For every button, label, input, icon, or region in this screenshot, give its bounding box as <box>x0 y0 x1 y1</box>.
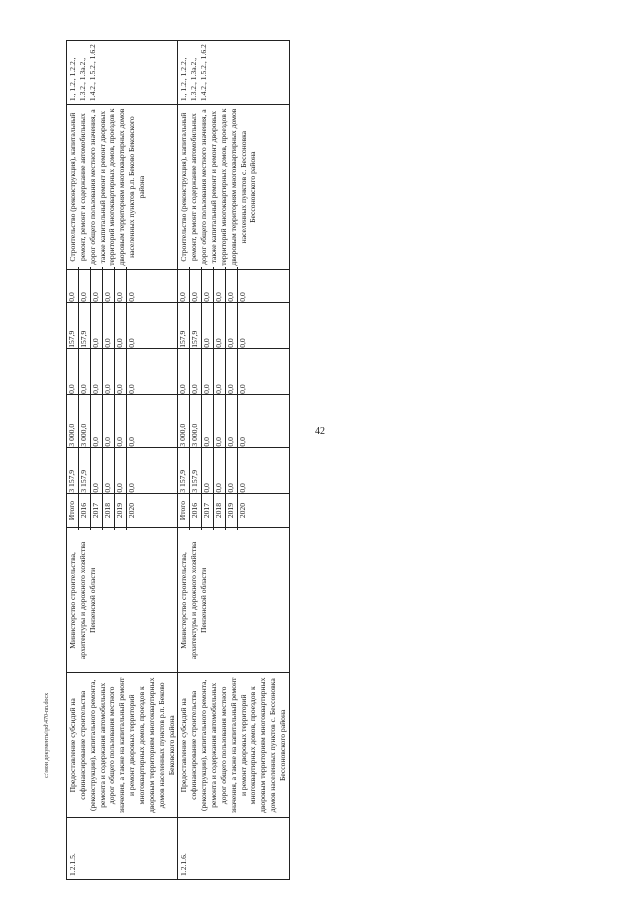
indicators: 1., 1.2., 1.2.2., 1.3.2., 1.3а.2., 1.4.2., 1.5.2., 1.6.2 <box>178 41 289 105</box>
year-cell-value: 2020 <box>238 502 248 519</box>
local-cell <box>67 302 178 348</box>
rotated-table-wrapper <box>66 40 596 880</box>
other-cell-value: 0,0 <box>103 267 115 305</box>
year-cell <box>67 493 178 528</box>
year-cell-value: 2019 <box>115 491 127 531</box>
federal-cell-value: 0,0 <box>202 392 214 450</box>
local-cell-value: 0,0 <box>238 338 248 348</box>
other-cell-value: 0,0 <box>238 292 248 302</box>
local-cell-value: 0,0 <box>214 300 226 351</box>
other-cell-value: 0,0 <box>190 267 202 305</box>
federal-cell-value: 3 000,0 <box>67 392 79 450</box>
local-cell-value: 157,9 <box>79 300 91 351</box>
activity-description: Предоставление субсидий на софинансирование строительства (реконструкции), капитального ремонта, ремонта и содержания автомобильных дорог общего пользования местного значения, а также на капитальный ремонт и ремонт дворовых территорий многоквартирных домов, проездов к дворовым территориям многоквартирных домов населенных пунктов р.п. Беково Бековского района <box>67 673 178 818</box>
executor: Министерство строительства, архитектуры и дорожного хозяйства Пензенской области <box>67 528 178 673</box>
regional-cell-value: 0,0 <box>127 384 136 394</box>
federal-cell-value: 0,0 <box>238 437 248 447</box>
total-cell-value: 3 157,9 <box>79 445 91 496</box>
federal-cell-value: 3 000,0 <box>178 392 190 450</box>
total-cell-value: 0,0 <box>202 445 214 496</box>
other-cell <box>67 270 178 303</box>
other-cell <box>178 270 289 303</box>
local-cell-value: 0,0 <box>127 338 136 348</box>
total-cell-value: 0,0 <box>238 483 248 493</box>
total-cell <box>178 447 289 493</box>
indicators: 1., 1.2., 1.2.2., 1.3.2., 1.3а.2., 1.4.2., 1.5.2., 1.6.2 <box>67 41 178 105</box>
federal-cell <box>178 394 289 447</box>
other-cell-value: 0,0 <box>202 267 214 305</box>
regional-cell-value: 0,0 <box>67 346 79 397</box>
federal-cell-value: 0,0 <box>214 392 226 450</box>
other-cell-value: 0,0 <box>127 292 136 302</box>
total-cell-value: 3 157,9 <box>178 445 190 496</box>
year-cell-value: 2017 <box>202 491 214 531</box>
total-cell-value: 0,0 <box>91 445 103 496</box>
other-cell-value: 0,0 <box>178 267 190 305</box>
year-cell-value: 2020 <box>127 502 136 519</box>
total-cell-value: 0,0 <box>214 445 226 496</box>
regional-cell <box>67 348 178 394</box>
regional-cell-value: 0,0 <box>202 346 214 397</box>
regional-cell-value: 0,0 <box>79 346 91 397</box>
year-cell <box>178 493 289 528</box>
other-cell-value: 0,0 <box>91 267 103 305</box>
expected-result: Строительство (реконструкция), капитальный ремонт, ремонт и содержание автомобильных дорог общего пользования местного значения, а также капитальный ремонт и ремонт дворовых территорий многоквартирных домов, проездов к дворовым территориям многоквартирных домов населенных пунктов с. Бессоновка Бессоновского района <box>178 105 289 270</box>
local-cell-value: 0,0 <box>202 300 214 351</box>
regional-cell-value: 0,0 <box>214 346 226 397</box>
other-cell-value: 0,0 <box>214 267 226 305</box>
total-cell-value: 0,0 <box>226 445 238 496</box>
other-cell-value: 0,0 <box>115 267 127 305</box>
regional-cell-value: 0,0 <box>190 346 202 397</box>
year-cell-value: 2016 <box>190 491 202 531</box>
local-cell-value: 0,0 <box>226 300 238 351</box>
total-cell-value: 0,0 <box>115 445 127 496</box>
program-table <box>66 40 290 880</box>
regional-cell-value: 0,0 <box>103 346 115 397</box>
year-cell-value: 2017 <box>91 491 103 531</box>
total-cell-value: 0,0 <box>103 445 115 496</box>
federal-cell-value: 0,0 <box>91 392 103 450</box>
total-cell-value: 3 157,9 <box>67 445 79 496</box>
federal-cell-value: 0,0 <box>226 392 238 450</box>
other-cell-value: 0,0 <box>79 267 91 305</box>
regional-cell-value: 0,0 <box>238 384 248 394</box>
total-cell-value: 3 157,9 <box>190 445 202 496</box>
federal-cell-value: 3 000,0 <box>190 392 202 450</box>
year-cell-value: Итого <box>178 491 190 531</box>
year-cell-value: 2018 <box>214 491 226 531</box>
total-cell <box>67 447 178 493</box>
total-cell-value: 0,0 <box>127 483 136 493</box>
regional-cell-value: 0,0 <box>91 346 103 397</box>
year-cell-value: 2016 <box>79 491 91 531</box>
local-cell-value: 157,9 <box>67 300 79 351</box>
federal-cell <box>67 394 178 447</box>
year-cell-value: 2018 <box>103 491 115 531</box>
activity-description: Предоставление субсидий на софинансирование строительства (реконструкции), капитального ремонта, ремонта и содержания автомобильных дорог общего пользования местного значения, а также на капитальный ремонт и ремонт дворовых территорий многоквартирных домов, проездов к дворовым территориям многоквартирных домов населенных пунктов с. Бессоновка Бессоновского района <box>178 673 289 818</box>
local-cell-value: 0,0 <box>103 300 115 351</box>
executor: Министерство строительства, архитектуры и дорожного хозяйства Пензенской области <box>178 528 289 673</box>
footer-file-path: c:\мои документы\pd\470-nn.docx <box>44 692 50 778</box>
federal-cell-value: 0,0 <box>103 392 115 450</box>
table-row <box>67 41 178 880</box>
local-cell-value: 157,9 <box>190 300 202 351</box>
other-cell-value: 0,0 <box>67 267 79 305</box>
regional-cell-value: 0,0 <box>178 346 190 397</box>
regional-cell-value: 0,0 <box>115 346 127 397</box>
regional-cell <box>178 348 289 394</box>
local-cell-value: 0,0 <box>115 300 127 351</box>
regional-cell-value: 0,0 <box>226 346 238 397</box>
page-number: 42 <box>315 426 325 437</box>
table-row <box>178 41 289 880</box>
row-number: 1.2.1.5. <box>67 818 178 880</box>
row-number: 1.2.1.6. <box>178 818 289 880</box>
year-cell-value: Итого <box>67 491 79 531</box>
year-cell-value: 2019 <box>226 491 238 531</box>
local-cell-value: 0,0 <box>91 300 103 351</box>
other-cell-value: 0,0 <box>226 267 238 305</box>
local-cell-value: 157,9 <box>178 300 190 351</box>
federal-cell-value: 0,0 <box>115 392 127 450</box>
federal-cell-value: 0,0 <box>127 437 136 447</box>
local-cell <box>178 302 289 348</box>
expected-result: Строительство (реконструкция), капитальный ремонт, ремонт и содержание автомобильных дорог общего пользования местного значения, а также капитальный ремонт и ремонт дворовых территорий многоквартирных домов, проездов к дворовым территориям многоквартирных домов населенных пунктов р.п. Беково Бековского района <box>67 105 178 270</box>
federal-cell-value: 3 000,0 <box>79 392 91 450</box>
